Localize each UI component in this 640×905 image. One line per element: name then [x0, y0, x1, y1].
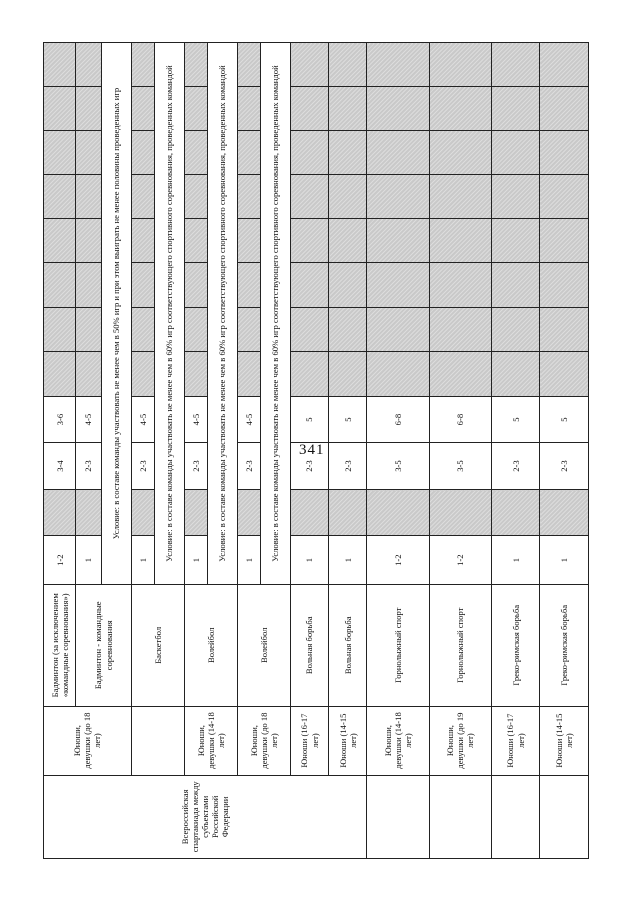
- table-row: [540, 43, 589, 859]
- competition-cell-continued: [429, 775, 491, 858]
- place-cell: 1: [237, 536, 260, 585]
- sport-cell: Греко-римская борьба: [491, 585, 539, 707]
- place-cell: 5: [329, 396, 367, 442]
- shaded-cell: [131, 175, 154, 219]
- sport-cell: Баскетбол: [131, 585, 184, 707]
- sport-cell: Бадминтон - командные соревнования: [76, 585, 131, 707]
- sport-cell: Греко-римская борьба: [540, 585, 589, 707]
- shaded-cell: [76, 131, 101, 175]
- place-cell: 5: [291, 396, 329, 442]
- shaded-cell: [367, 87, 429, 131]
- shaded-cell: [44, 43, 76, 87]
- shaded-cell: [237, 351, 260, 396]
- shaded-cell: [131, 219, 154, 263]
- shaded-cell: [367, 489, 429, 535]
- table-row: [44, 43, 76, 859]
- shaded-cell: [76, 307, 101, 351]
- shaded-cell: [329, 131, 367, 175]
- shaded-cell: [540, 87, 589, 131]
- competition-cell-continued: [491, 775, 539, 858]
- age-cell: Юноши (16-17 лет): [291, 706, 329, 775]
- shaded-cell: [429, 131, 491, 175]
- place-cell: 1: [291, 536, 329, 585]
- sport-cell: Горнолыжный спорт: [429, 585, 491, 707]
- place-cell: 2-3: [491, 443, 539, 489]
- shaded-cell: [329, 351, 367, 396]
- table-row: [429, 43, 491, 859]
- shaded-cell: [491, 263, 539, 307]
- shaded-cell: [540, 219, 589, 263]
- sport-cell: Вольная борьба: [329, 585, 367, 707]
- place-cell: 4-5: [76, 396, 101, 442]
- place-cell: 3-5: [367, 443, 429, 489]
- competition-cell-continued: [540, 775, 589, 858]
- shaded-cell: [184, 307, 207, 351]
- shaded-cell: [237, 87, 260, 131]
- place-cell: 2-3: [76, 443, 101, 489]
- shaded-cell: [291, 351, 329, 396]
- shaded-cell: [76, 351, 101, 396]
- shaded-cell: [329, 219, 367, 263]
- shaded-cell: [44, 87, 76, 131]
- shaded-cell: [184, 131, 207, 175]
- shaded-cell: [429, 43, 491, 87]
- shaded-cell: [291, 43, 329, 87]
- place-cell: 2-3: [184, 443, 207, 489]
- ranking-table: [43, 42, 589, 859]
- shaded-cell: [44, 131, 76, 175]
- shaded-cell: [184, 87, 207, 131]
- shaded-cell: [237, 307, 260, 351]
- shaded-cell: [329, 175, 367, 219]
- age-cell: Юноши (16-17 лет): [491, 706, 539, 775]
- place-cell: 1: [76, 536, 101, 585]
- shaded-cell: [76, 489, 101, 535]
- shaded-cell: [237, 43, 260, 87]
- shaded-cell: [291, 263, 329, 307]
- condition-cell: Условие: в составе команды участвовать не менее чем в 60% игр соответствующего спортивного соревнования, проведенных командой: [154, 43, 184, 585]
- shaded-cell: [540, 43, 589, 87]
- shaded-cell: [76, 43, 101, 87]
- shaded-cell: [367, 263, 429, 307]
- shaded-cell: [367, 307, 429, 351]
- shaded-cell: [44, 219, 76, 263]
- place-cell: 3-4: [44, 443, 76, 489]
- shaded-cell: [291, 307, 329, 351]
- competition-cell-continued: [367, 775, 429, 858]
- shaded-cell: [491, 351, 539, 396]
- shaded-cell: [237, 219, 260, 263]
- shaded-cell: [491, 131, 539, 175]
- age-cell: Юноши, девушки (14-18 лет): [367, 706, 429, 775]
- shaded-cell: [491, 175, 539, 219]
- age-cell: Юноши, девушки (до 18 лет): [237, 706, 290, 775]
- place-cell: 4-5: [237, 396, 260, 442]
- place-cell: 1: [329, 536, 367, 585]
- shaded-cell: [184, 489, 207, 535]
- shaded-cell: [491, 219, 539, 263]
- shaded-cell: [237, 131, 260, 175]
- shaded-cell: [131, 307, 154, 351]
- place-cell: 1-2: [44, 536, 76, 585]
- shaded-cell: [540, 131, 589, 175]
- place-cell: 1: [491, 536, 539, 585]
- shaded-cell: [429, 307, 491, 351]
- shaded-cell: [184, 43, 207, 87]
- shaded-cell: [44, 489, 76, 535]
- sport-cell: Вольная борьба: [291, 585, 329, 707]
- place-cell: 6-8: [429, 396, 491, 442]
- shaded-cell: [237, 175, 260, 219]
- age-cell: Юноши (14-15 лет): [329, 706, 367, 775]
- condition-cell: Условие: в составе команды участвовать не менее чем в 50% игр и при этом выиграть не менее половины проведенных игр: [101, 43, 131, 585]
- shaded-cell: [329, 263, 367, 307]
- shaded-cell: [329, 43, 367, 87]
- place-cell: 1: [540, 536, 589, 585]
- shaded-cell: [367, 175, 429, 219]
- shaded-cell: [367, 131, 429, 175]
- shaded-cell: [44, 263, 76, 307]
- shaded-cell: [329, 87, 367, 131]
- shaded-cell: [291, 175, 329, 219]
- place-cell: 3-5: [429, 443, 491, 489]
- place-cell: 1-2: [367, 536, 429, 585]
- age-cell: [131, 706, 184, 775]
- sport-cell: Волейбол: [184, 585, 237, 707]
- place-cell: 1: [131, 536, 154, 585]
- age-cell: Юноши, девушки (до 18 лет): [44, 706, 132, 775]
- place-cell: 2-3: [237, 443, 260, 489]
- shaded-cell: [429, 489, 491, 535]
- condition-cell: Условие: в составе команды участвовать не менее чем в 60% игр соответствующего спортивного соревнования, проведенных командой: [261, 43, 291, 585]
- place-cell: 1-2: [429, 536, 491, 585]
- shaded-cell: [76, 263, 101, 307]
- place-cell: 6-8: [367, 396, 429, 442]
- place-cell: 4-5: [131, 396, 154, 442]
- shaded-cell: [291, 219, 329, 263]
- place-cell: 2-3: [329, 443, 367, 489]
- place-cell: 1: [184, 536, 207, 585]
- shaded-cell: [44, 307, 76, 351]
- shaded-cell: [131, 87, 154, 131]
- shaded-cell: [329, 307, 367, 351]
- place-cell: 2-3: [291, 443, 329, 489]
- shaded-cell: [540, 175, 589, 219]
- shaded-cell: [76, 87, 101, 131]
- shaded-cell: [131, 489, 154, 535]
- shaded-cell: [491, 489, 539, 535]
- shaded-cell: [429, 87, 491, 131]
- table-row: [131, 43, 154, 859]
- page-number: 341: [299, 442, 325, 458]
- shaded-cell: [131, 351, 154, 396]
- age-cell: Юноши, девушки (до 19 лет): [429, 706, 491, 775]
- shaded-cell: [184, 263, 207, 307]
- shaded-cell: [237, 489, 260, 535]
- place-cell: 2-3: [131, 443, 154, 489]
- shaded-cell: [540, 351, 589, 396]
- shaded-cell: [237, 263, 260, 307]
- sport-cell: Горнолыжный спорт: [367, 585, 429, 707]
- shaded-cell: [291, 131, 329, 175]
- sport-cell: Бадминтон (за исключением «командные соревнования»): [44, 585, 76, 707]
- shaded-cell: [429, 219, 491, 263]
- shaded-cell: [367, 351, 429, 396]
- shaded-cell: [329, 489, 367, 535]
- place-cell: 3-6: [44, 396, 76, 442]
- shaded-cell: [291, 87, 329, 131]
- shaded-cell: [491, 87, 539, 131]
- table-row: [367, 43, 429, 859]
- table-row: [237, 43, 260, 859]
- shaded-cell: [429, 175, 491, 219]
- shaded-cell: [76, 219, 101, 263]
- shaded-cell: [491, 43, 539, 87]
- place-cell: 2-3: [540, 443, 589, 489]
- condition-cell: Условие: в составе команды участвовать не менее чем в 60% игр соответствующего спортивного соревнования, проведенных командой: [207, 43, 237, 585]
- shaded-cell: [540, 489, 589, 535]
- table-row: [184, 43, 207, 859]
- place-cell: 5: [540, 396, 589, 442]
- shaded-cell: [131, 43, 154, 87]
- shaded-cell: [184, 219, 207, 263]
- shaded-cell: [76, 175, 101, 219]
- shaded-cell: [429, 263, 491, 307]
- competition-cell: Всероссийская спартакиада между субъектами Российской Федерации: [44, 775, 367, 858]
- shaded-cell: [131, 131, 154, 175]
- place-cell: 5: [491, 396, 539, 442]
- shaded-cell: [491, 307, 539, 351]
- table-row: [491, 43, 539, 859]
- place-cell: 4-5: [184, 396, 207, 442]
- shaded-cell: [184, 351, 207, 396]
- shaded-cell: [44, 351, 76, 396]
- table-row: [291, 43, 329, 859]
- table-row: [329, 43, 367, 859]
- rotated-table-page: [43, 42, 589, 859]
- shaded-cell: [367, 43, 429, 87]
- shaded-cell: [429, 351, 491, 396]
- shaded-cell: [131, 263, 154, 307]
- age-cell: Юноши (14-15 лет): [540, 706, 589, 775]
- shaded-cell: [44, 175, 76, 219]
- age-cell: Юноши, девушки (14-18 лет): [184, 706, 237, 775]
- shaded-cell: [291, 489, 329, 535]
- shaded-cell: [540, 263, 589, 307]
- sport-cell: Волейбол: [237, 585, 290, 707]
- shaded-cell: [540, 307, 589, 351]
- shaded-cell: [184, 175, 207, 219]
- shaded-cell: [367, 219, 429, 263]
